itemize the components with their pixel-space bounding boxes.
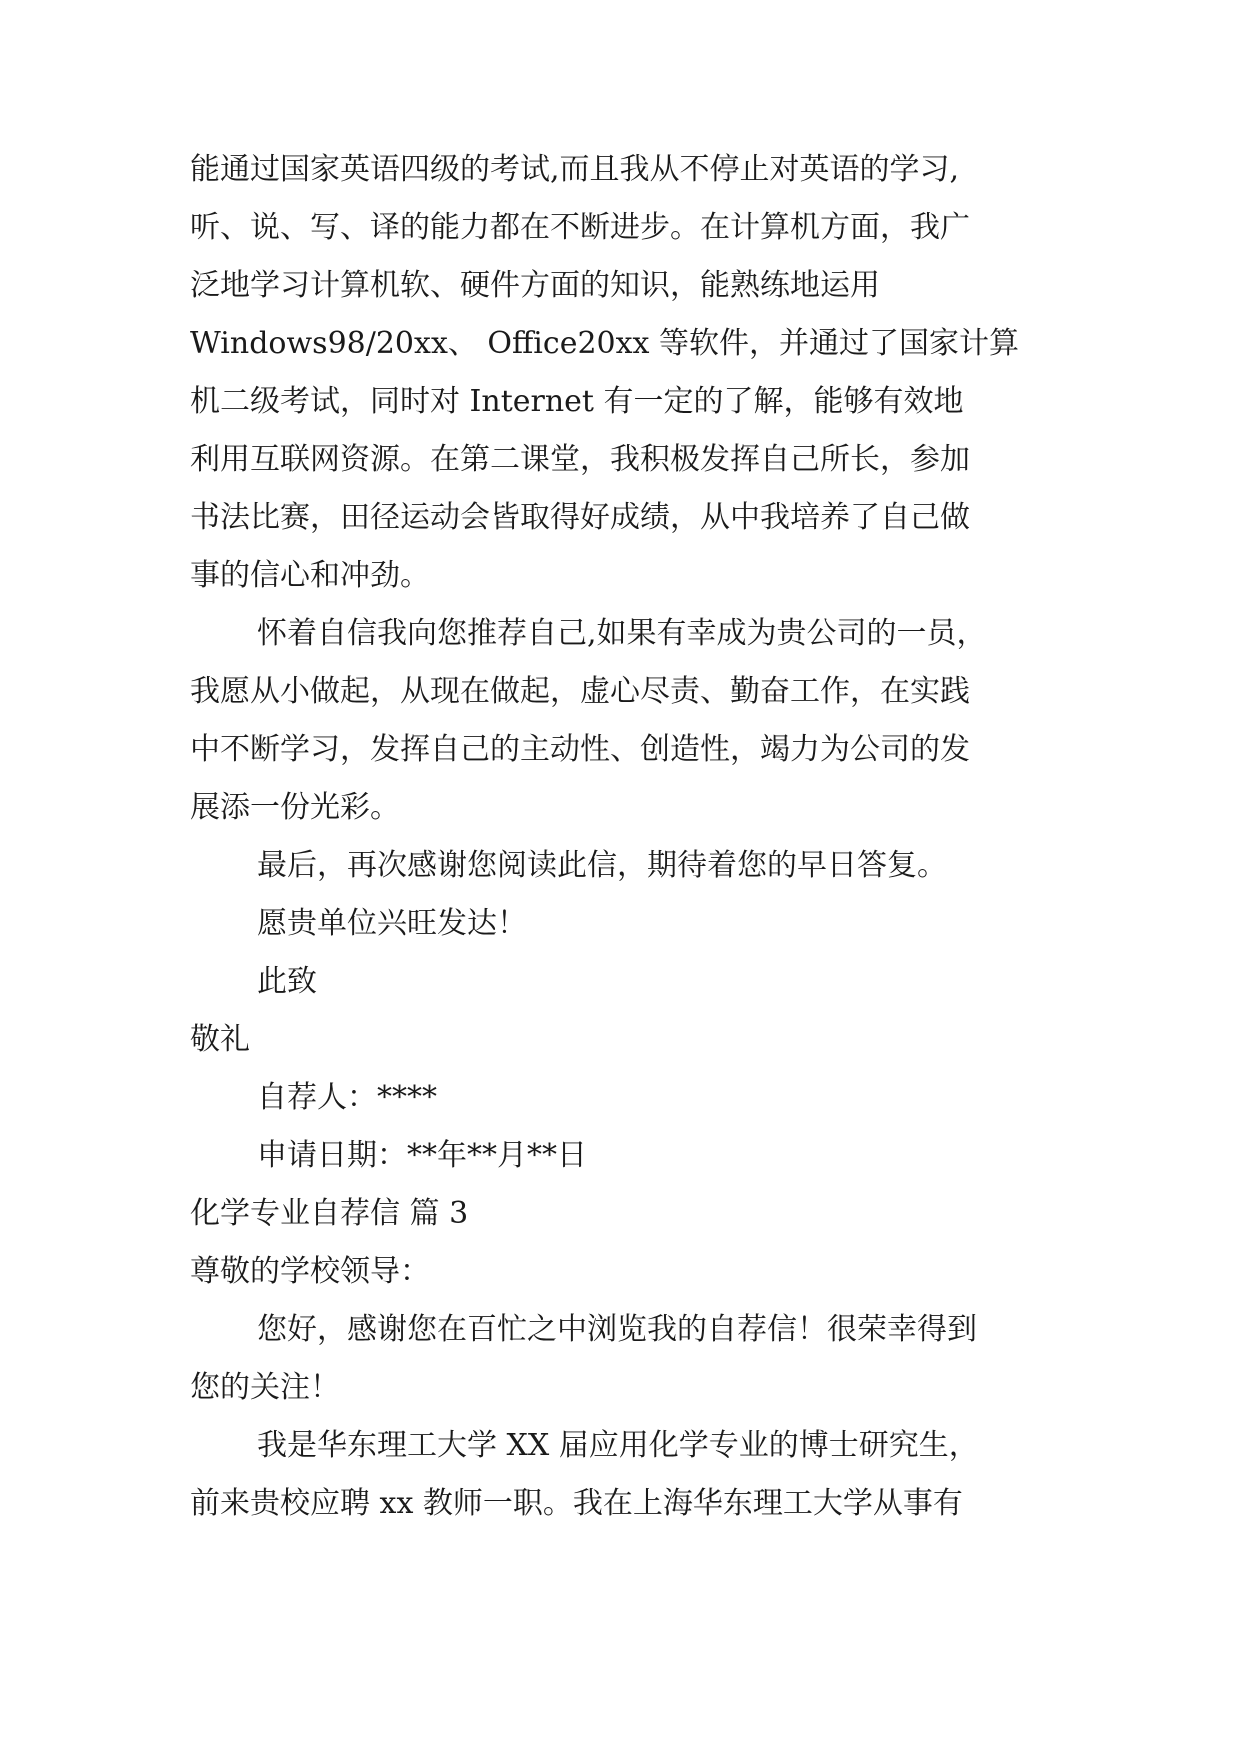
paragraph-first-line: 最后，再次感谢您阅读此信，期待着您的早日答复。 — [257, 848, 947, 883]
body-text-line: 我愿从小做起，从现在做起，虚心尽责、勤奋工作，在实践 — [190, 674, 970, 709]
signature-name: 自荐人：**** — [257, 1080, 437, 1115]
letter-greeting: 尊敬的学校领导： — [190, 1254, 430, 1289]
section-title: 化学专业自荐信 篇 3 — [190, 1196, 469, 1231]
body-text-line: 中不断学习，发挥自己的主动性、创造性，竭力为公司的发 — [190, 732, 970, 767]
body-text-line: 听、说、写、译的能力都在不断进步。在计算机方面，我广 — [190, 210, 970, 245]
salutation-closing: 此致 — [257, 964, 317, 999]
body-text-line: Windows98/20xx、 Office20xx 等软件，并通过了国家计算 — [190, 326, 1019, 361]
paragraph-first-line: 我是华东理工大学 XX 届应用化学专业的博士研究生， — [257, 1428, 979, 1463]
body-text-line: 泛地学习计算机软、硬件方面的知识，能熟练地运用 — [190, 268, 880, 303]
paragraph-first-line: 您好，感谢您在百忙之中浏览我的自荐信！很荣幸得到 — [257, 1312, 977, 1347]
salutation-respect: 敬礼 — [190, 1022, 250, 1057]
closing-wish: 愿贵单位兴旺发达！ — [257, 906, 527, 941]
body-text-line: 能通过国家英语四级的考试,而且我从不停止对英语的学习, — [190, 152, 960, 187]
body-text-line: 机二级考试，同时对 Internet 有一定的了解，能够有效地 — [190, 384, 964, 419]
body-text-line: 事的信心和冲劲。 — [190, 558, 430, 593]
body-text-line: 您的关注！ — [190, 1370, 340, 1405]
body-text-line: 前来贵校应聘 xx 教师一职。我在上海华东理工大学从事有 — [190, 1486, 963, 1521]
body-text-line: 利用互联网资源。在第二课堂，我积极发挥自己所长，参加 — [190, 442, 970, 477]
body-text-line: 书法比赛，田径运动会皆取得好成绩，从中我培养了自己做 — [190, 500, 970, 535]
body-text-line: 展添一份光彩。 — [190, 790, 400, 825]
paragraph-first-line: 怀着自信我向您推荐自己,如果有幸成为贵公司的一员， — [257, 616, 987, 651]
application-date: 申请日期：**年**月**日 — [257, 1138, 587, 1173]
